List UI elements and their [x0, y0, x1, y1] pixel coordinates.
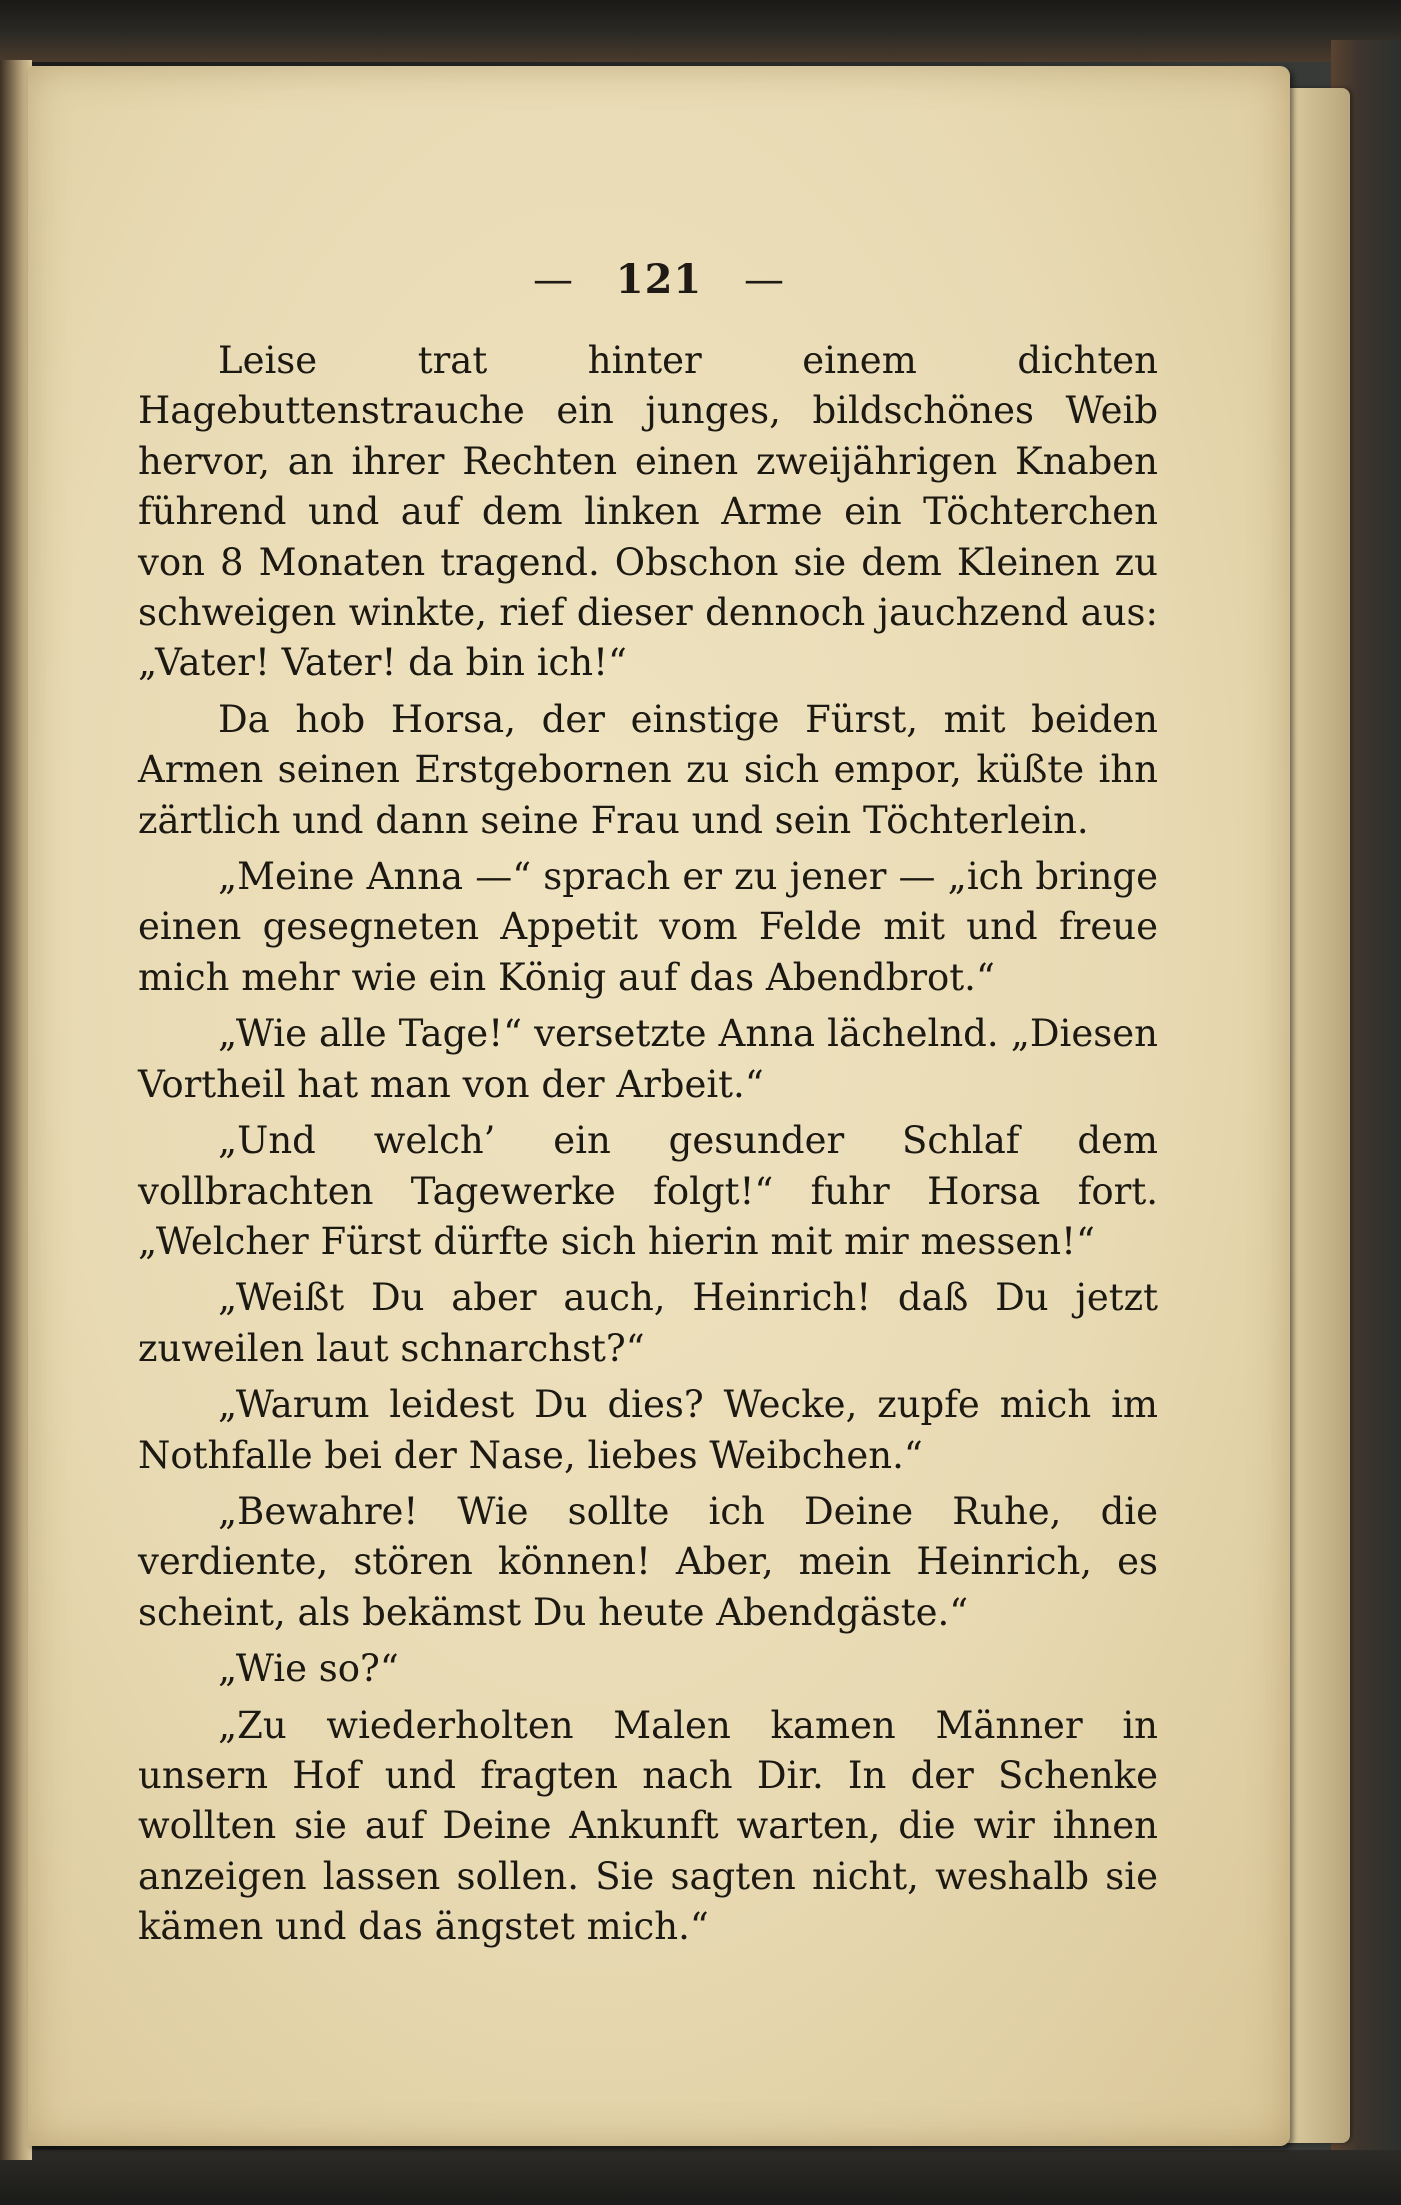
paragraph: „Bewahre! Wie sollte ich Deine Ruhe, die verdiente, stören können! Aber, mein Heinrich, es scheint, als bekämst Du heute Abendgäste.“ [138, 1489, 1158, 1634]
paragraph: „Wie so?“ [218, 1647, 399, 1691]
paragraph: „Wie alle Tage!“ versetzte Anna lächelnd. „Diesen Vortheil hat man von der Arbeit.“ [138, 1012, 1158, 1106]
paragraph: „Warum leidest Du dies? Wecke, zupfe mich im Nothfalle bei der Nase, liebes Weibchen.“ [138, 1383, 1158, 1477]
header-dash-left: — [533, 257, 575, 303]
paragraph: „Zu wiederholten Malen kamen Männer in unsern Hof und fragten nach Dir. In der Schenke wollten sie auf Deine Ankunft warten, die wir ihnen anzeigen lassen sollen. Sie sagten nicht, weshalb sie kämen und das ängstet mich.“ [138, 1703, 1158, 1949]
header-dash-right: — [743, 257, 785, 303]
page-header [28, 256, 1290, 303]
book-cover-top [0, 0, 1401, 62]
paragraph: „Und welch’ ein gesunder Schlaf dem vollbrachten Tagewerke folgt!“ fuhr Horsa fort. „Welcher Fürst dürfte sich hierin mit mir messen!“ [138, 1119, 1158, 1263]
paragraph: Da hob Horsa, der einstige Fürst, mit beiden Armen seinen Erstgebornen zu sich empor, küßte ihn zärtlich und dann seine Frau und sein Töchterlein. [138, 697, 1158, 842]
book-cover-bottom [0, 2150, 1401, 2205]
paragraph: „Meine Anna —“ sprach er zu jener — „ich bringe einen gesegneten Appetit vom Felde mit und freue mich mehr wie ein König auf das Abendbrot.“ [138, 855, 1158, 999]
body-text [138, 336, 1158, 1959]
paragraph: Leise trat hinter einem dichten Hagebuttenstrauche ein junges, bildschönes Weib hervor, an ihrer Rechten einen zweijährigen Knaben führend und auf dem linken Arme ein Töchterchen von 8 Monaten tragend. Obschon sie dem Kleinen zu schweigen winkte, rief dieser dennoch jauchzend aus: „Vater! Vater! da bin ich!“ [138, 339, 1158, 685]
book-page [28, 66, 1290, 2146]
page-number: 121 [615, 256, 703, 303]
paragraph: „Weißt Du aber auch, Heinrich! daß Du jetzt zuweilen laut schnarchst?“ [138, 1276, 1158, 1370]
